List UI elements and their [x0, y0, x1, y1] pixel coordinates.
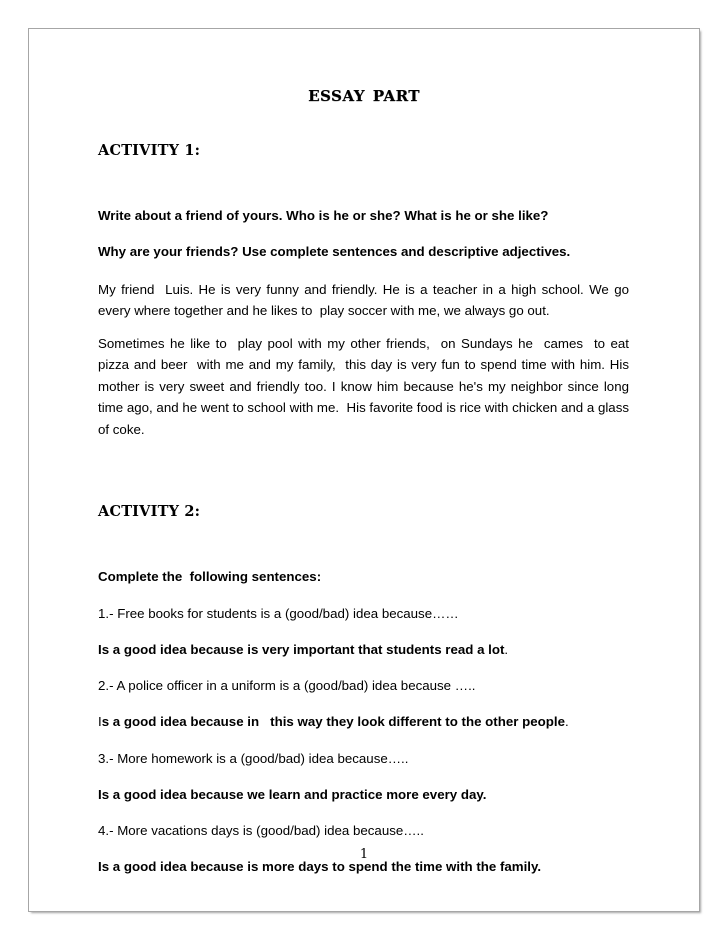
activity-2-question-3: 3.- More homework is a (good/bad) idea because…..	[98, 750, 409, 766]
spacer	[98, 225, 629, 242]
spacer	[98, 768, 629, 785]
answer-main: Is a good idea because is more days to spend the time with the family.	[98, 859, 542, 875]
spacer	[98, 804, 629, 821]
activity-2-question-1: 1.- Free books for students is a (good/bad) idea because……	[98, 605, 459, 621]
activity-2-answer-2	[98, 712, 629, 731]
activity-2-question-2: 2.- A police officer in a uniform is a (good/bad) idea because …..	[98, 678, 476, 694]
answer-tail: .	[564, 714, 569, 730]
page-number: 1	[359, 847, 369, 862]
activity-1-prompt-2: Why are your friends? Use complete sentences and descriptive adjectives.	[98, 244, 571, 260]
activity-1-paragraph-2: Sometimes he like to play pool with my other friends, on Sundays he cames to eat pizza and beer with me and my family, this day is very fun to spend time with him. His mother is very sweet and friendly too. I know him because he's my neighbor since long time ago, and he went to school with me. His favorite food is rice with chicken and a glass of coke.	[98, 335, 633, 437]
activity-2-instruction: Complete the following sentences:	[98, 569, 322, 585]
activity-2-answer-1	[98, 640, 629, 659]
page-title: essay part	[308, 81, 420, 106]
page-content-area	[29, 29, 699, 911]
activity-2-heading: ACTIVITY 2:	[98, 503, 201, 521]
activity-1-paragraph-1: My friend Luis. He is very funny and friendly. He is a teacher in a high school. We go every where together and he likes to play soccer with me, we always go out.	[98, 281, 633, 319]
answer-main: Is a good idea because is very important that students read a lot	[98, 641, 505, 657]
spacer	[98, 322, 629, 333]
answer-tail: .	[504, 641, 509, 657]
spacer	[98, 623, 629, 640]
spacer	[98, 440, 629, 503]
spacer	[98, 520, 629, 567]
spacer	[98, 587, 629, 604]
answer-main: s a good idea because in this way they look different to the other people	[101, 714, 565, 730]
document-body	[98, 142, 633, 877]
spacer	[98, 659, 629, 676]
activity-2-answer-3	[98, 785, 629, 804]
activity-1-prompt-1: Write about a friend of yours. Who is he or she? What is he or she like?	[98, 208, 549, 223]
spacer	[98, 732, 629, 749]
answer-main: Is a good idea because we learn and practice more every day.	[98, 786, 487, 802]
page-frame	[28, 28, 700, 912]
spacer	[98, 262, 629, 279]
spacer	[98, 695, 629, 712]
spacer	[98, 159, 629, 206]
answer-lead: I	[98, 714, 102, 730]
activity-2-question-4: 4.- More vacations days is (good/bad) idea because…..	[98, 823, 424, 839]
activity-1-heading: ACTIVITY 1:	[98, 142, 201, 159]
